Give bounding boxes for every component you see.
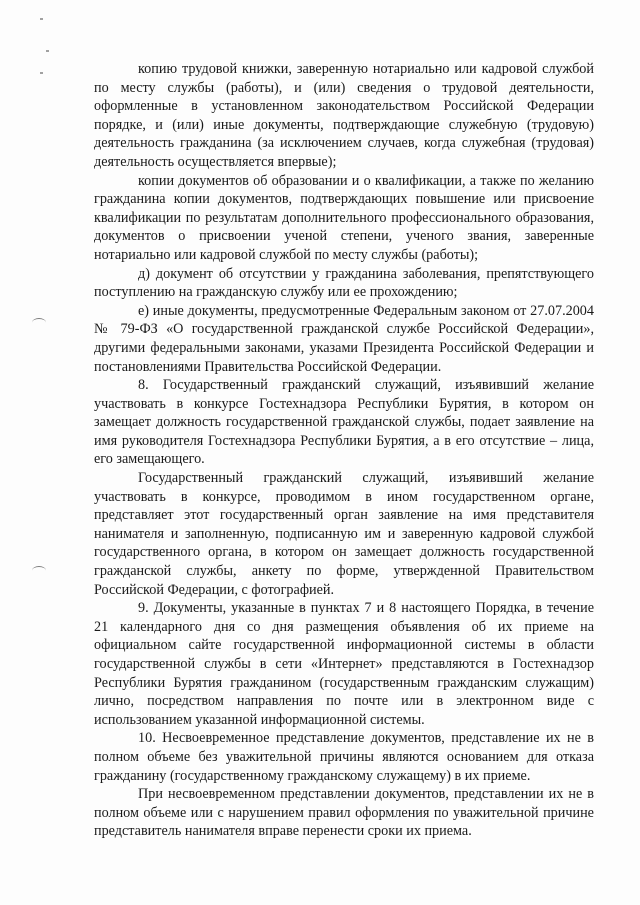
paragraph-section-10: 10. Несвоевременное представление документов, представление их не в полном объеме без уважительной причины являются основанием для отказа гражданину (государственному гражданскому служащему) в их приеме. [94,730,594,784]
paragraph-section-8: 8. Государственный гражданский служащий, изъявивший желание участвовать в конкурсе Гостехнадзора Республики Бурятия, в котором он замещает должность государственной гражданской службы, подает заявление на имя руководителя Гостехнадзора Республики Бурятия, а в его отсутствие – лица, его замещающего. [94,377,594,468]
document-body [94,60,594,841]
paragraph-work-record: копию трудовой книжки, заверенную нотариально или кадровой службой по месту службы (работы), и (или) сведения о трудовой деятельности, оформленные в установленном законодательством Российской Федерации порядке, и (или) иные документы, подтверждающие служебную (трудовую) деятельность гражданина (за исключением случаев, когда служебная (трудовая) деятельность осуществляется впервые); [94,61,594,170]
scan-speck [46,50,49,52]
scan-speck [40,18,43,20]
paragraph-other-agency: Государственный гражданский служащий, изъявивший желание участвовать в конкурсе, проводимом в ином государственном органе, представляет этот государственный орган заявление на имя представителя нанимателя и заполненную, подписанную им и заверенную кадровой службой государственного органа, в котором он замещает должность государственной гражданской службы, анкету по форме, утвержденной Правительством Российской Федерации, с фотографией. [94,470,594,598]
paragraph-education-copies: копии документов об образовании и о квалификации, а также по желанию гражданина копии документов, подтверждающих повышение или присвоение квалификации по результатам дополнительного профессионального образования, документов о присвоении ученой степени, ученого звания, заверенные нотариально или кадровой службой по месту службы (работы); [94,172,594,263]
paragraph-late-submission: При несвоевременном представлении документов, представлении их не в полном объеме или с нарушением правил оформления по уважительной причине представитель нанимателя вправе перенести сроки их приема. [94,786,594,840]
paragraph-item-e: е) иные документы, предусмотренные Федеральным законом от 27.07.2004 № 79-ФЗ «О государственной гражданской службе Российской Федерации», другими федеральными законами, указами Президента Российской Федерации и постановлениями Правительства Российской Федерации. [94,302,594,375]
scan-speck [40,72,43,74]
binder-hole-mark [32,318,46,327]
binder-hole-mark [32,566,46,575]
paragraph-item-d: д) документ об отсутствии у гражданина заболевания, препятствующего поступлению на гражданскую службу или ее прохождению; [94,265,594,301]
paragraph-section-9: 9. Документы, указанные в пунктах 7 и 8 настоящего Порядка, в течение 21 календарного дня со дня размещения объявления об их приеме на официальном сайте государственной информационной системы в области государственной службы в сети «Интернет» представляются в Гостехнадзор Республики Бурятия гражданином (государственным гражданским служащим) лично, посредством направления по почте или в электронном виде с использованием указанной информационной системы. [94,600,594,728]
